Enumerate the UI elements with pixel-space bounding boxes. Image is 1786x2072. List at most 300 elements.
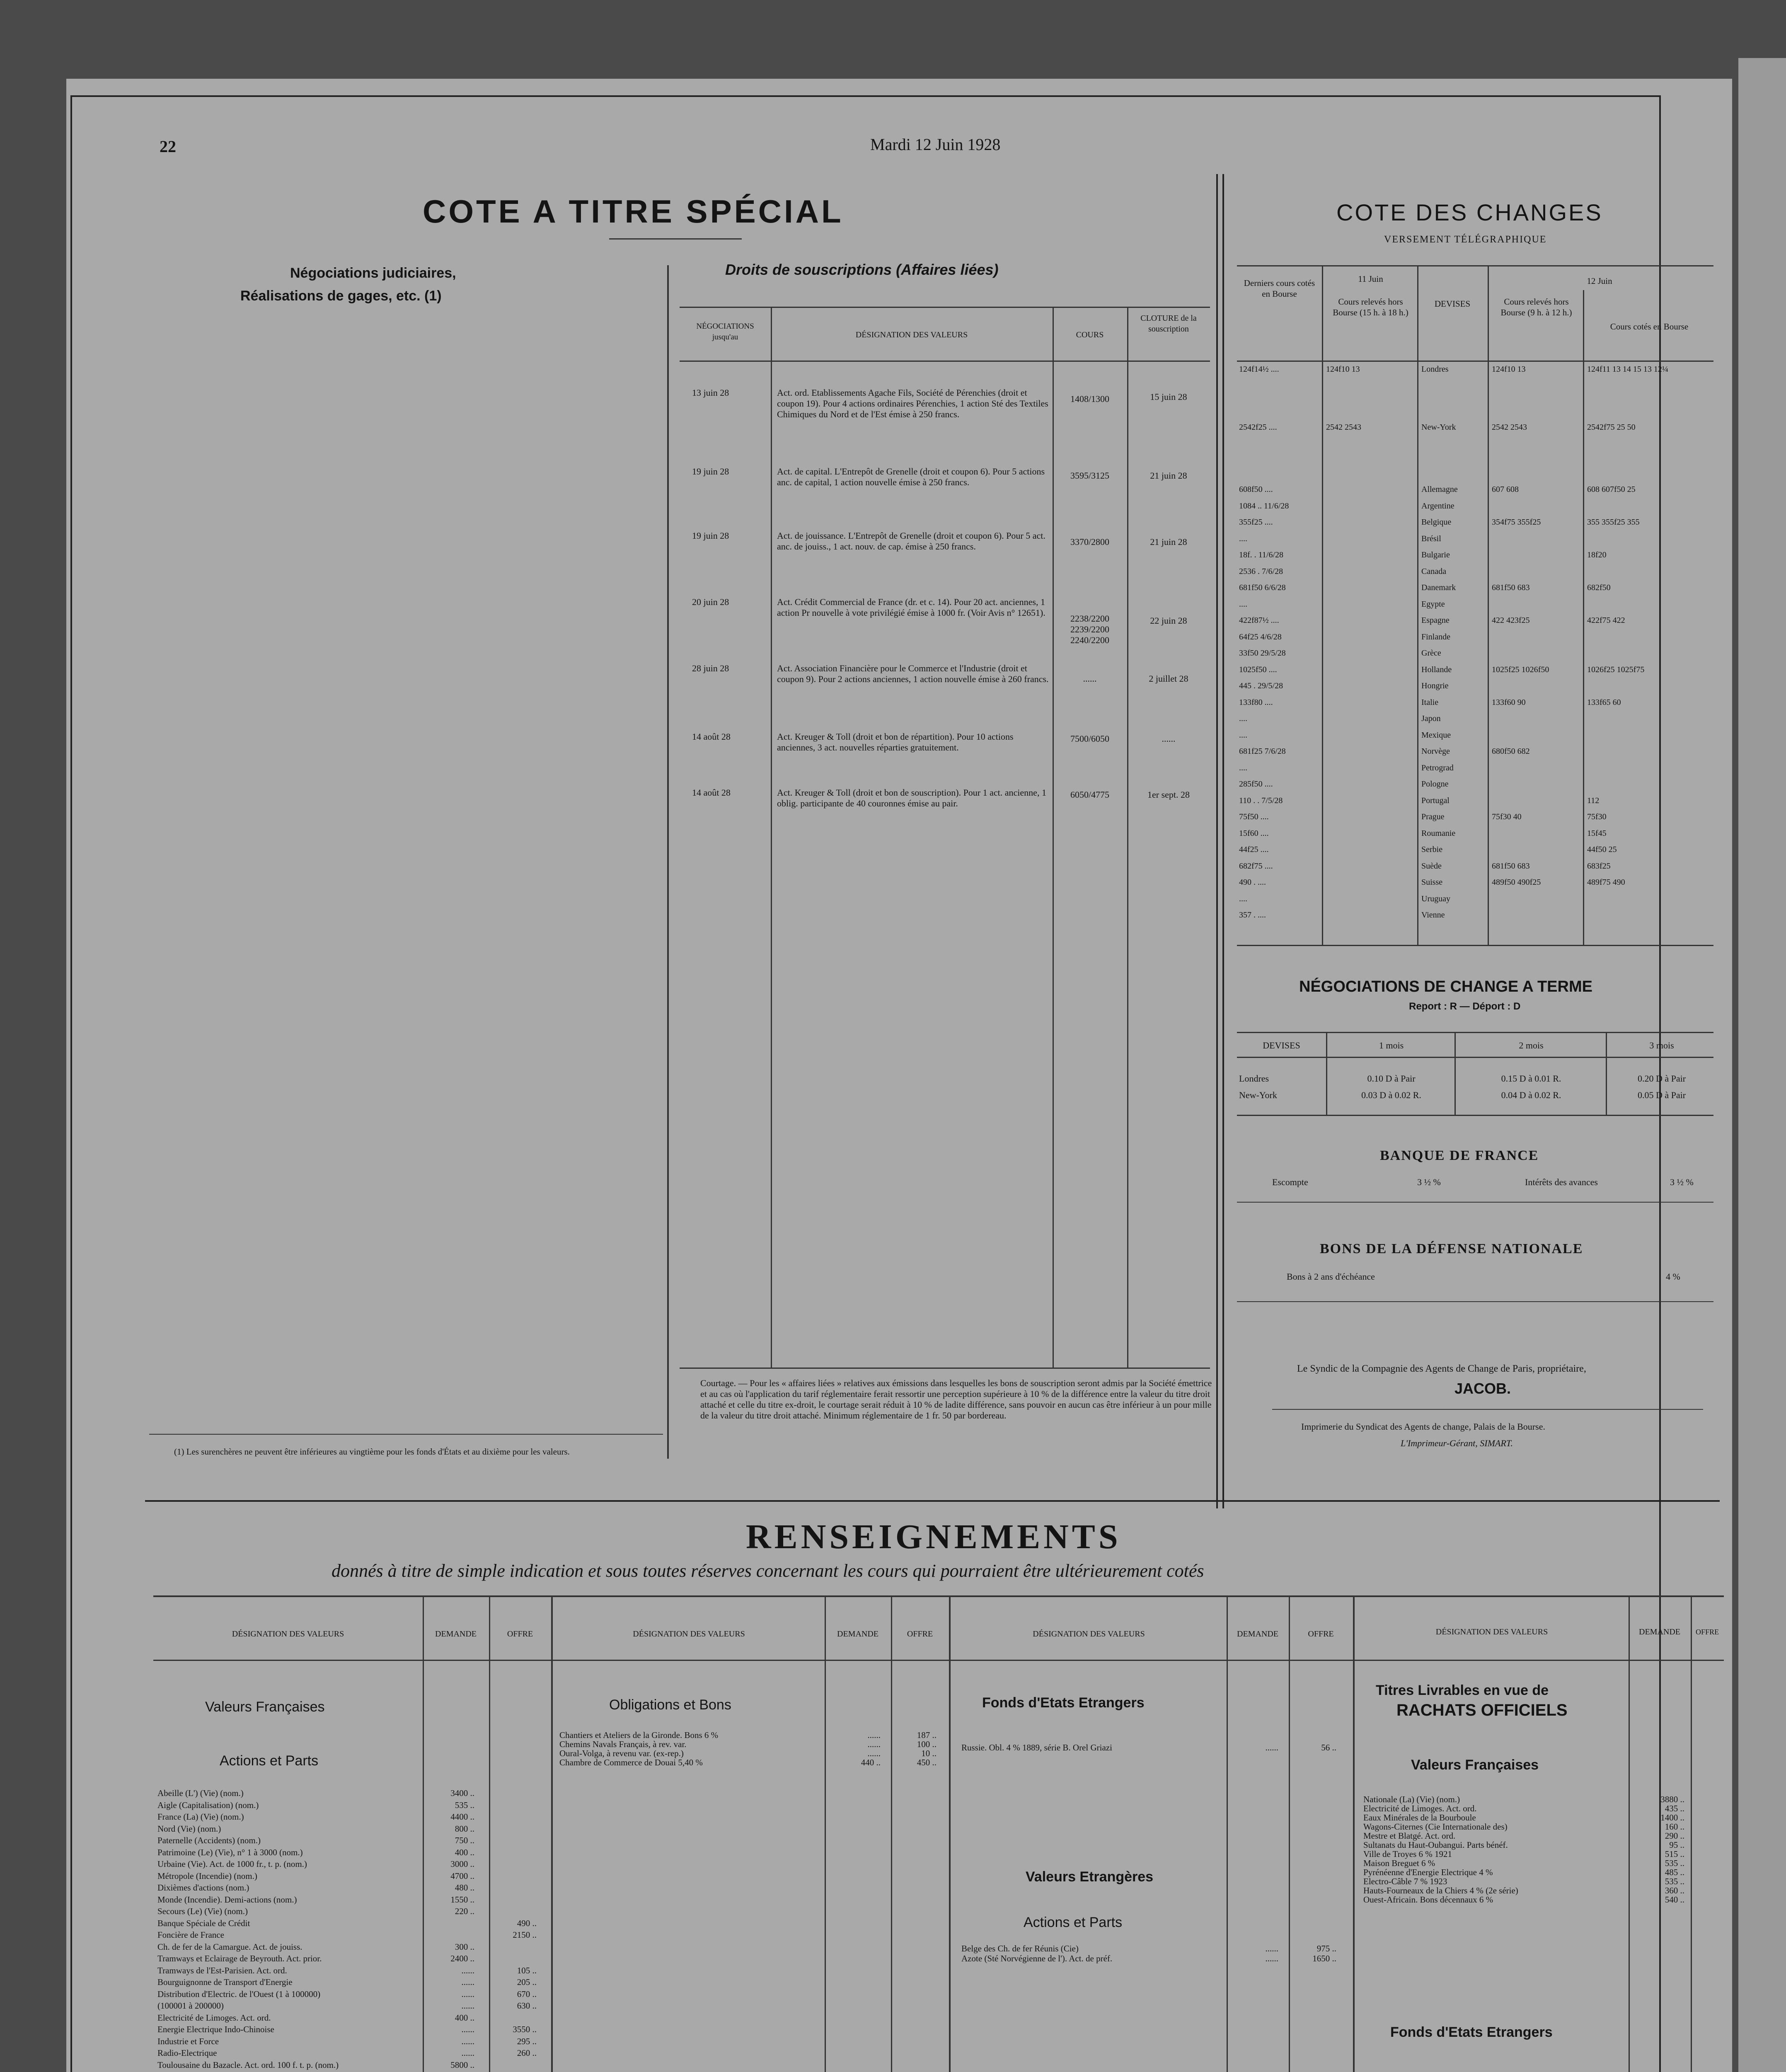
row-offre: 670 .. — [517, 1989, 537, 1999]
rens-col — [489, 1595, 490, 2072]
c3-heading: Fonds d'Etats Etrangers — [982, 1695, 1145, 1711]
row-designation: Nord (Vie) (nom.) — [157, 1824, 221, 1834]
change-last: .... — [1239, 534, 1247, 543]
droits-date: 14 août 28 — [692, 731, 731, 742]
droits-text: Act. Kreuger & Toll (droit et bon de souscription). Pour 1 act. ancienne, 1 oblig. participante de 40 couronnes émise au pair. — [777, 787, 1046, 808]
row-designation: Russie. Obl. 4 % 1889, série B. Orel Griazi — [961, 1743, 1112, 1752]
change-last: 608f50 .... — [1239, 485, 1273, 494]
bons-value: 4 % — [1666, 1271, 1680, 1282]
change-devise: Canada — [1421, 567, 1446, 576]
row-offre: 3550 .. — [513, 2024, 537, 2034]
change-12juin-hors: 489f50 490f25 — [1492, 878, 1541, 887]
rens-h-demande: DEMANDE — [1639, 1627, 1680, 1636]
changes-divider — [1216, 174, 1218, 1508]
row-designation: Dixièmes d'actions (nom.) — [157, 1883, 249, 1893]
change-last: 124f14½ .... — [1239, 365, 1279, 374]
droits-date: 14 août 28 — [692, 787, 731, 798]
col-11juin-date: 11 Juin — [1358, 274, 1383, 284]
row-designation: Electro-Câble 7 % 1923 — [1363, 1876, 1447, 1886]
change-last: 422f87½ .... — [1239, 616, 1279, 625]
row-demande: ...... — [867, 1748, 881, 1758]
change-devise: Suède — [1421, 862, 1442, 871]
row-demande: 220 .. — [455, 1906, 474, 1916]
row-designation: Oural-Volga, à revenu var. (ex-rep.) — [559, 1748, 684, 1758]
droits-text: Act. de capital. L'Entrepôt de Grenelle (droit et coupon 6). Pour 5 actions anc. de capital, 1 action nouvelle émise à 250 francs. — [777, 466, 1045, 487]
c4-sub: Valeurs Françaises — [1411, 1757, 1539, 1773]
terme-m3: 0.05 D à Pair — [1637, 1090, 1686, 1100]
rens-h-demande: DEMANDE — [837, 1629, 878, 1639]
change-devise: Norvège — [1421, 747, 1450, 756]
gerant: L'Imprimeur-Gérant, SIMART. — [1401, 1438, 1513, 1448]
left-column-divider — [667, 265, 669, 1459]
row-demande: 400 .. — [455, 2013, 474, 2023]
courtage-note: Courtage. — Pour les « affaires liées » relatives aux émissions dans lesquelles les bons de souscription seront admis par la Société émettrice et au cas où l'application du tarif réglementaire ferait ressortir une perception supérieure à 10 % de la différence entre la valeur du titre droit attaché et celle du titre ex-droit, le courtage serait réduit à 10 % de ladite différence, sans pouvoir en aucun cas être inférieur à un pour mille de la valeur du titre droit attaché. Minimum réglementaire de 1 fr. 50 par bordereau. — [700, 1378, 1212, 1421]
row-demande: 400 .. — [455, 1847, 474, 1857]
row-designation: Métropole (Incendie) (nom.) — [157, 1871, 257, 1881]
changes-col-2 — [1417, 265, 1418, 945]
terme-m1: 0.10 D à Pair — [1367, 1073, 1416, 1084]
row-designation: Chambre de Commerce de Douai 5,40 % — [559, 1757, 703, 1767]
row-designation: Maison Breguet 6 % — [1363, 1858, 1435, 1868]
row-designation: Ch. de fer de la Camargue. Act. de jouiss. — [157, 1942, 303, 1952]
changes-header-rule — [1237, 361, 1713, 362]
terme-h-3mois: 3 mois — [1649, 1040, 1674, 1051]
change-devise: Vienne — [1421, 910, 1445, 920]
title-rule — [609, 238, 742, 240]
row-demande: ...... — [461, 2048, 474, 2058]
row-demande: 535 .. — [1665, 1858, 1684, 1868]
changes-title: COTE DES CHANGES — [1336, 199, 1603, 225]
droits-cloture: 22 juin 28 — [1150, 615, 1187, 626]
syndic-rule — [1272, 1409, 1703, 1410]
change-last: 285f50 .... — [1239, 779, 1273, 789]
change-12juin-hors: 681f50 683 — [1492, 862, 1530, 871]
rens-group-divider — [551, 1595, 553, 2072]
change-devise: Hollande — [1421, 665, 1452, 674]
terme-m2: 0.04 D à 0.02 R. — [1501, 1090, 1561, 1100]
droits-col-2 — [1053, 307, 1054, 1368]
change-last: .... — [1239, 894, 1247, 903]
page-number: 22 — [160, 137, 176, 156]
col-devises: DEVISES — [1434, 299, 1471, 309]
change-12juin-bourse: 489f75 490 — [1587, 878, 1625, 887]
droits-cloture: 21 juin 28 — [1150, 470, 1187, 481]
row-demande: 4700 .. — [450, 1871, 474, 1881]
row-designation: Industrie et Force — [157, 2036, 219, 2046]
rens-h-designation: DÉSIGNATION DES VALEURS — [633, 1629, 745, 1639]
change-11juin: 2542 2543 — [1326, 423, 1361, 432]
rens-group-divider — [949, 1595, 951, 2072]
rens-h-offre: OFFRE — [1308, 1629, 1334, 1639]
row-designation: Hauts-Fourneaux de la Chiers 4 % (2e série) — [1363, 1886, 1518, 1895]
rens-h-offre: OFFRE — [507, 1629, 533, 1639]
change-12juin-bourse: 608 607f50 25 — [1587, 485, 1636, 494]
rens-header-rule — [153, 1660, 1724, 1661]
change-last: 64f25 4/6/28 — [1239, 632, 1282, 641]
c4-heading3: Fonds d'Etats Etrangers — [1390, 2024, 1553, 2040]
change-last: 33f50 29/5/28 — [1239, 649, 1286, 658]
changes-subtitle: VERSEMENT TÉLÉGRAPHIQUE — [1384, 234, 1547, 245]
row-designation: Tramways et Eclairage de Beyrouth. Act. prior. — [157, 1953, 322, 1963]
change-last: .... — [1239, 763, 1247, 772]
row-designation: France (La) (Vie) (nom.) — [157, 1812, 244, 1822]
col-derniers: Derniers cours cotés en Bourse — [1244, 278, 1315, 299]
terme-bottom-rule — [1237, 1115, 1713, 1116]
row-demande: ...... — [867, 1730, 881, 1740]
droits-col-1 — [771, 307, 772, 1368]
change-last: 2542f25 .... — [1239, 423, 1277, 432]
row-designation: Bourguignonne de Transport d'Energie — [157, 1977, 293, 1987]
bons-title: BONS DE LA DÉFENSE NATIONALE — [1320, 1241, 1583, 1256]
change-devise: Espagne — [1421, 616, 1450, 625]
row-demande: 540 .. — [1665, 1895, 1684, 1905]
syndic-name: JACOB. — [1454, 1380, 1511, 1397]
row-demande: 750 .. — [455, 1835, 474, 1845]
row-offre: 975 .. — [1317, 1944, 1336, 1953]
change-12juin-hors: 1025f25 1026f50 — [1492, 665, 1549, 674]
row-demande: 3000 .. — [450, 1859, 474, 1869]
row-demande: 515 .. — [1665, 1849, 1684, 1859]
change-12juin-bourse: 1026f25 1025f75 — [1587, 665, 1645, 674]
rens-top-rule — [153, 1595, 1724, 1597]
row-offre: 100 .. — [917, 1739, 937, 1749]
row-designation: Energie Electrique Indo-Chinoise — [157, 2024, 274, 2034]
row-demande: ...... — [461, 1989, 474, 1999]
row-offre: 490 .. — [517, 1918, 537, 1928]
row-designation: Ville de Troyes 6 % 1921 — [1363, 1849, 1452, 1859]
rens-h-demande: DEMANDE — [1237, 1629, 1278, 1639]
rens-h-designation: DÉSIGNATION DES VALEURS — [1435, 1627, 1548, 1636]
change-devise: Pologne — [1421, 779, 1449, 789]
row-demande: ...... — [461, 2036, 474, 2046]
row-designation: Chemins Navals Français, à rev. var. — [559, 1739, 687, 1749]
change-devise: Mexique — [1421, 731, 1451, 740]
changes-top-rule — [1237, 265, 1713, 266]
row-demande: 535 .. — [455, 1800, 474, 1810]
change-last: 75f50 .... — [1239, 812, 1269, 821]
change-devise: Prague — [1421, 812, 1445, 821]
change-devise: Suisse — [1421, 878, 1443, 887]
droits-cours: ...... — [1083, 673, 1097, 684]
droits-bottom-rule — [680, 1368, 1210, 1369]
droits-title: Droits de souscriptions (Affaires liées) — [725, 261, 999, 278]
row-demande: 435 .. — [1665, 1803, 1684, 1813]
change-11juin: 124f10 13 — [1326, 365, 1360, 374]
row-demande: ...... — [1265, 1944, 1278, 1953]
terme-col-1 — [1326, 1032, 1327, 1115]
droits-cours: 2238/2200 2239/2200 2240/2200 — [1070, 613, 1110, 645]
change-12juin-bourse: 75f30 — [1587, 812, 1607, 821]
row-demande: 5800 .. — [450, 2060, 474, 2070]
change-12juin-bourse: 112 — [1587, 796, 1600, 805]
rens-col — [1289, 1595, 1290, 2072]
change-last: 1084 .. 11/6/28 — [1239, 501, 1289, 511]
change-last: 133f80 .... — [1239, 698, 1273, 707]
adjacent-page-edge — [1738, 58, 1786, 2072]
row-designation: Eaux Minérales de la Bourboule — [1363, 1813, 1476, 1823]
row-demande: 800 .. — [455, 1824, 474, 1834]
avances-value: 3 ½ % — [1670, 1177, 1694, 1187]
row-offre: 105 .. — [517, 1965, 537, 1975]
c4-heading-1: Titres Livrables en vue de — [1376, 1682, 1549, 1698]
droits-cours: 1408/1300 — [1070, 394, 1110, 404]
rens-col — [1629, 1595, 1630, 2072]
left-heading-2: Réalisations de gages, etc. (1) — [240, 288, 442, 304]
change-last: 357 . .... — [1239, 910, 1266, 920]
row-demande: 485 .. — [1665, 1867, 1684, 1877]
droits-text: Act. Crédit Commercial de France (dr. et c. 14). Pour 20 act. anciennes, 1 action Pr nouvelle à vote privilégié émise à 1000 fr. (Voir Avis n° 12651). — [777, 597, 1045, 618]
changes-col-4 — [1583, 290, 1584, 945]
row-designation: Radio-Electrique — [157, 2048, 217, 2058]
changes-col-3 — [1488, 265, 1489, 945]
terme-h-1mois: 1 mois — [1379, 1040, 1404, 1051]
change-last: 355f25 .... — [1239, 518, 1273, 527]
row-designation: Mestre et Blatgé. Act. ord. — [1363, 1831, 1456, 1841]
change-last: 2536 . 7/6/28 — [1239, 567, 1283, 576]
droits-text: Act. ord. Etablissements Agache Fils, Société de Pérenchies (droit et coupon 19). Pour 4 actions ordinaires Pérenchies, 1 action Sté des Textiles Chimiques du Nord et de l'Est émise à 250 francs. — [777, 387, 1048, 419]
change-12juin-bourse: 422f75 422 — [1587, 616, 1625, 625]
droits-cours: 6050/4775 — [1070, 789, 1110, 800]
row-designation: Aigle (Capitalisation) (nom.) — [157, 1800, 259, 1810]
change-devise: Portugal — [1421, 796, 1450, 805]
droits-col-3 — [1127, 307, 1128, 1368]
renseignements-title: RENSEIGNEMENTS — [746, 1518, 1121, 1556]
change-12juin-hors: 133f60 90 — [1492, 698, 1526, 707]
change-devise: Roumanie — [1421, 829, 1456, 838]
change-devise: Egypte — [1421, 600, 1445, 609]
change-devise: Danemark — [1421, 583, 1456, 592]
row-demande: 1400 .. — [1660, 1813, 1684, 1823]
c3-heading2: Valeurs Etrangères — [1026, 1869, 1154, 1885]
rens-h-designation: DÉSIGNATION DES VALEURS — [232, 1629, 344, 1639]
change-last: 681f50 6/6/28 — [1239, 583, 1286, 592]
row-designation: Electricité de Limoges. Act. ord. — [1363, 1803, 1477, 1813]
row-demande: 360 .. — [1665, 1886, 1684, 1895]
cote-speciale-title: COTE A TITRE SPÉCIAL — [423, 193, 844, 230]
c1-heading: Valeurs Françaises — [205, 1699, 325, 1715]
syndic-line: Le Syndic de la Compagnie des Agents de Change de Paris, propriétaire, — [1297, 1363, 1586, 1374]
col-negociations: NÉGOCIATIONS jusqu'au — [696, 322, 754, 341]
footnote-rule — [149, 1434, 663, 1435]
droits-date: 19 juin 28 — [692, 530, 729, 541]
change-12juin-bourse: 355 355f25 355 — [1587, 518, 1640, 527]
droits-text: Act. Kreuger & Toll (droit et bon de répartition). Pour 10 actions anciennes, 3 act. nouvelles réparties gratuitement. — [777, 731, 1014, 753]
droits-cours: 3370/2800 — [1070, 537, 1110, 547]
row-demande: 440 .. — [861, 1757, 881, 1767]
escompte-value: 3 ½ % — [1417, 1177, 1441, 1187]
row-designation: Abeille (L') (Vie) (nom.) — [157, 1788, 244, 1798]
row-designation: Ouest-Africain. Bons décennaux 6 % — [1363, 1895, 1493, 1905]
droits-cloture: ...... — [1162, 733, 1176, 744]
droits-text: Act. Association Financière pour le Commerce et l'Industrie (droit et coupon 9). Pour 2 actions anciennes, 1 action nouvelle émise à 260 francs. — [777, 663, 1049, 684]
change-12juin-hors: 124f10 13 — [1492, 365, 1526, 374]
terme-m1: 0.03 D à 0.02 R. — [1361, 1090, 1421, 1100]
row-offre: 187 .. — [917, 1730, 937, 1740]
droits-date: 13 juin 28 — [692, 387, 729, 398]
row-designation: Urbaine (Vie). Act. de 1000 fr., t. p. (nom.) — [157, 1859, 307, 1869]
row-designation: Secours (Le) (Vie) (nom.) — [157, 1906, 248, 1916]
terme-col-3 — [1606, 1032, 1607, 1115]
col-12juin-hors: Cours relevés hors Bourse (9 h. à 12 h.) — [1500, 297, 1572, 317]
change-devise: Argentine — [1421, 501, 1454, 511]
change-12juin-hors: 354f75 355f25 — [1492, 518, 1541, 527]
rens-group-divider — [1353, 1595, 1355, 2072]
droits-date: 28 juin 28 — [692, 663, 729, 673]
rens-col — [1227, 1595, 1228, 2072]
footnote: (1) Les surenchères ne peuvent être inférieures au vingtième pour les fonds d'États et au dixième pour les valeurs. — [174, 1447, 570, 1457]
col-cours: COURS — [1076, 330, 1104, 339]
row-demande: 3400 .. — [450, 1788, 474, 1798]
changes-divider-2 — [1222, 174, 1224, 1508]
row-designation: Nationale (La) (Vie) (nom.) — [1363, 1794, 1460, 1804]
page-date: Mardi 12 Juin 1928 — [870, 135, 1001, 154]
change-devise: Uruguay — [1421, 894, 1450, 903]
row-offre: 1650 .. — [1312, 1953, 1336, 1963]
change-devise: Allemagne — [1421, 485, 1458, 494]
change-devise: New-York — [1421, 423, 1456, 432]
change-last: 445 . 29/5/28 — [1239, 681, 1283, 690]
change-devise: Italie — [1421, 698, 1439, 707]
change-last: 681f25 7/6/28 — [1239, 747, 1286, 756]
imprimerie: Imprimerie du Syndicat des Agents de change, Palais de la Bourse. — [1301, 1421, 1545, 1432]
row-designation: Pyrénéenne d'Energie Electrique 4 % — [1363, 1867, 1493, 1877]
droits-cours: 3595/3125 — [1070, 470, 1110, 481]
col-cloture: CLOTURE de la souscription — [1140, 314, 1197, 334]
rens-h-designation: DÉSIGNATION DES VALEURS — [1033, 1629, 1145, 1639]
row-offre: 2150 .. — [513, 1930, 537, 1940]
change-devise: Hongrie — [1421, 681, 1449, 690]
row-designation: Foncière de France — [157, 1930, 224, 1940]
change-12juin-bourse: 44f50 25 — [1587, 845, 1617, 854]
rens-col — [423, 1595, 424, 2072]
change-last: 1025f50 .... — [1239, 665, 1277, 674]
terme-h-2mois: 2 mois — [1519, 1040, 1544, 1051]
change-last: .... — [1239, 731, 1247, 740]
row-offre: 295 .. — [517, 2036, 537, 2046]
row-offre: 260 .. — [517, 2048, 537, 2058]
change-12juin-bourse: 15f45 — [1587, 829, 1607, 838]
row-demande: 480 .. — [455, 1883, 474, 1893]
terme-header-rule — [1237, 1057, 1713, 1058]
row-offre: 630 .. — [517, 2001, 537, 2011]
banque-rule — [1237, 1202, 1713, 1203]
renseignements-subtitle: donnés à titre de simple indication et sous toutes réserves concernant les cours qui pourraient être ultérieurement cotés — [332, 1561, 1204, 1581]
bons-rule — [1237, 1301, 1713, 1302]
change-devise: Petrograd — [1421, 763, 1454, 772]
row-designation: Azote (Sté Norvégienne de l'). Act. de préf. — [961, 1953, 1113, 1963]
row-designation: Patrimoine (Le) (Vie), n° 1 à 3000 (nom.) — [157, 1847, 303, 1857]
change-last: 110 . . 7/5/28 — [1239, 796, 1283, 805]
change-12juin-hors: 422 423f25 — [1492, 616, 1530, 625]
row-designation: Distribution d'Electric. de l'Ouest (1 à 100000) — [157, 1989, 321, 1999]
change-last: 15f60 .... — [1239, 829, 1269, 838]
change-12juin-bourse: 18f20 — [1587, 550, 1607, 559]
row-demande: 535 .. — [1665, 1876, 1684, 1886]
change-last: .... — [1239, 714, 1247, 723]
row-demande: ...... — [1265, 1953, 1278, 1963]
c3-sub2: Actions et Parts — [1024, 1915, 1123, 1930]
terme-devise: Londres — [1239, 1073, 1269, 1084]
change-last: 18f. . 11/6/28 — [1239, 550, 1284, 559]
row-designation: (100001 à 200000) — [157, 2001, 224, 2011]
row-demande: 290 .. — [1665, 1831, 1684, 1841]
row-designation: Sultanats du Haut-Oubangui. Parts bénéf. — [1363, 1840, 1508, 1850]
change-devise: Belgique — [1421, 518, 1452, 527]
change-last: 682f75 .... — [1239, 862, 1273, 871]
terme-m3: 0.20 D à Pair — [1637, 1073, 1686, 1084]
terme-title: NÉGOCIATIONS DE CHANGE A TERME — [1299, 978, 1592, 995]
droits-cloture: 21 juin 28 — [1150, 537, 1187, 547]
rens-col — [891, 1595, 892, 2072]
droits-header-rule — [680, 361, 1210, 362]
row-demande: 2400 .. — [450, 1953, 474, 1963]
row-designation: Chantiers et Ateliers de la Gironde. Bons 6 % — [559, 1730, 719, 1740]
row-demande: ...... — [461, 1965, 474, 1975]
change-last: 44f25 .... — [1239, 845, 1269, 854]
change-12juin-hors: 75f30 40 — [1492, 812, 1522, 821]
change-devise: Londres — [1421, 365, 1449, 374]
change-12juin-hors: 680f50 682 — [1492, 747, 1530, 756]
row-demande: 95 .. — [1669, 1840, 1684, 1850]
change-12juin-bourse: 133f65 60 — [1587, 698, 1621, 707]
change-devise: Serbie — [1421, 845, 1443, 854]
row-designation: Wagons-Citernes (Cie Internationale des) — [1363, 1822, 1508, 1832]
terme-col-2 — [1454, 1032, 1456, 1115]
row-demande: ...... — [461, 1977, 474, 1987]
bons-label: Bons à 2 ans d'échéance — [1287, 1271, 1375, 1282]
change-last: .... — [1239, 600, 1247, 609]
col-12juin-date: 12 Juin — [1587, 276, 1612, 286]
row-offre: 10 .. — [921, 1748, 937, 1758]
c4-heading-2: RACHATS OFFICIELS — [1396, 1701, 1568, 1719]
renseignements-divider — [145, 1500, 1720, 1502]
change-devise: Finlande — [1421, 632, 1450, 641]
col-12juin-bourse: Cours cotés en Bourse — [1610, 322, 1689, 332]
row-demande: ...... — [1265, 1743, 1278, 1752]
row-designation: Electricité de Limoges. Act. ord. — [157, 2013, 271, 2023]
c2-heading: Obligations et Bons — [609, 1697, 731, 1713]
change-12juin-bourse: 124f11 13 14 15 13 12¼ — [1587, 365, 1668, 374]
row-demande: 4400 .. — [450, 1812, 474, 1822]
change-devise: Grèce — [1421, 649, 1441, 658]
row-demande: ...... — [461, 2024, 474, 2034]
droits-text: Act. de jouissance. L'Entrepôt de Grenelle (droit et coupon 6). Pour 5 act. anc. de jouiss., 1 act. nouv. de cap. émise à 250 francs. — [777, 530, 1045, 552]
change-12juin-bourse: 682f50 — [1587, 583, 1611, 592]
change-devise: Japon — [1421, 714, 1441, 723]
c1-sub: Actions et Parts — [220, 1753, 319, 1769]
changes-bottom-rule — [1237, 945, 1713, 946]
change-12juin-hors: 2542 2543 — [1492, 423, 1527, 432]
row-demande: 3880 .. — [1660, 1794, 1684, 1804]
col-designation: DÉSIGNATION DES VALEURS — [855, 330, 968, 339]
row-designation: Banque Spéciale de Crédit — [157, 1918, 250, 1928]
droits-cloture: 15 juin 28 — [1150, 392, 1187, 402]
row-designation: Belge des Ch. de fer Réunis (Cie) — [961, 1944, 1079, 1953]
terme-h-devises: DEVISES — [1263, 1040, 1300, 1051]
change-last: 490 . .... — [1239, 878, 1266, 887]
left-heading-1: Négociations judiciaires, — [290, 265, 456, 281]
rens-col — [1691, 1595, 1692, 2072]
rens-h-offre: OFFRE — [1695, 1628, 1719, 1636]
row-offre: 56 .. — [1321, 1743, 1336, 1752]
row-demande: ...... — [867, 1739, 881, 1749]
row-demande: ...... — [461, 2001, 474, 2011]
row-demande: 1550 .. — [450, 1895, 474, 1905]
droits-cloture: 1er sept. 28 — [1147, 789, 1190, 800]
banque-title: BANQUE DE FRANCE — [1380, 1148, 1539, 1163]
droits-cours: 7500/6050 — [1070, 733, 1110, 744]
changes-col-1 — [1322, 265, 1323, 945]
